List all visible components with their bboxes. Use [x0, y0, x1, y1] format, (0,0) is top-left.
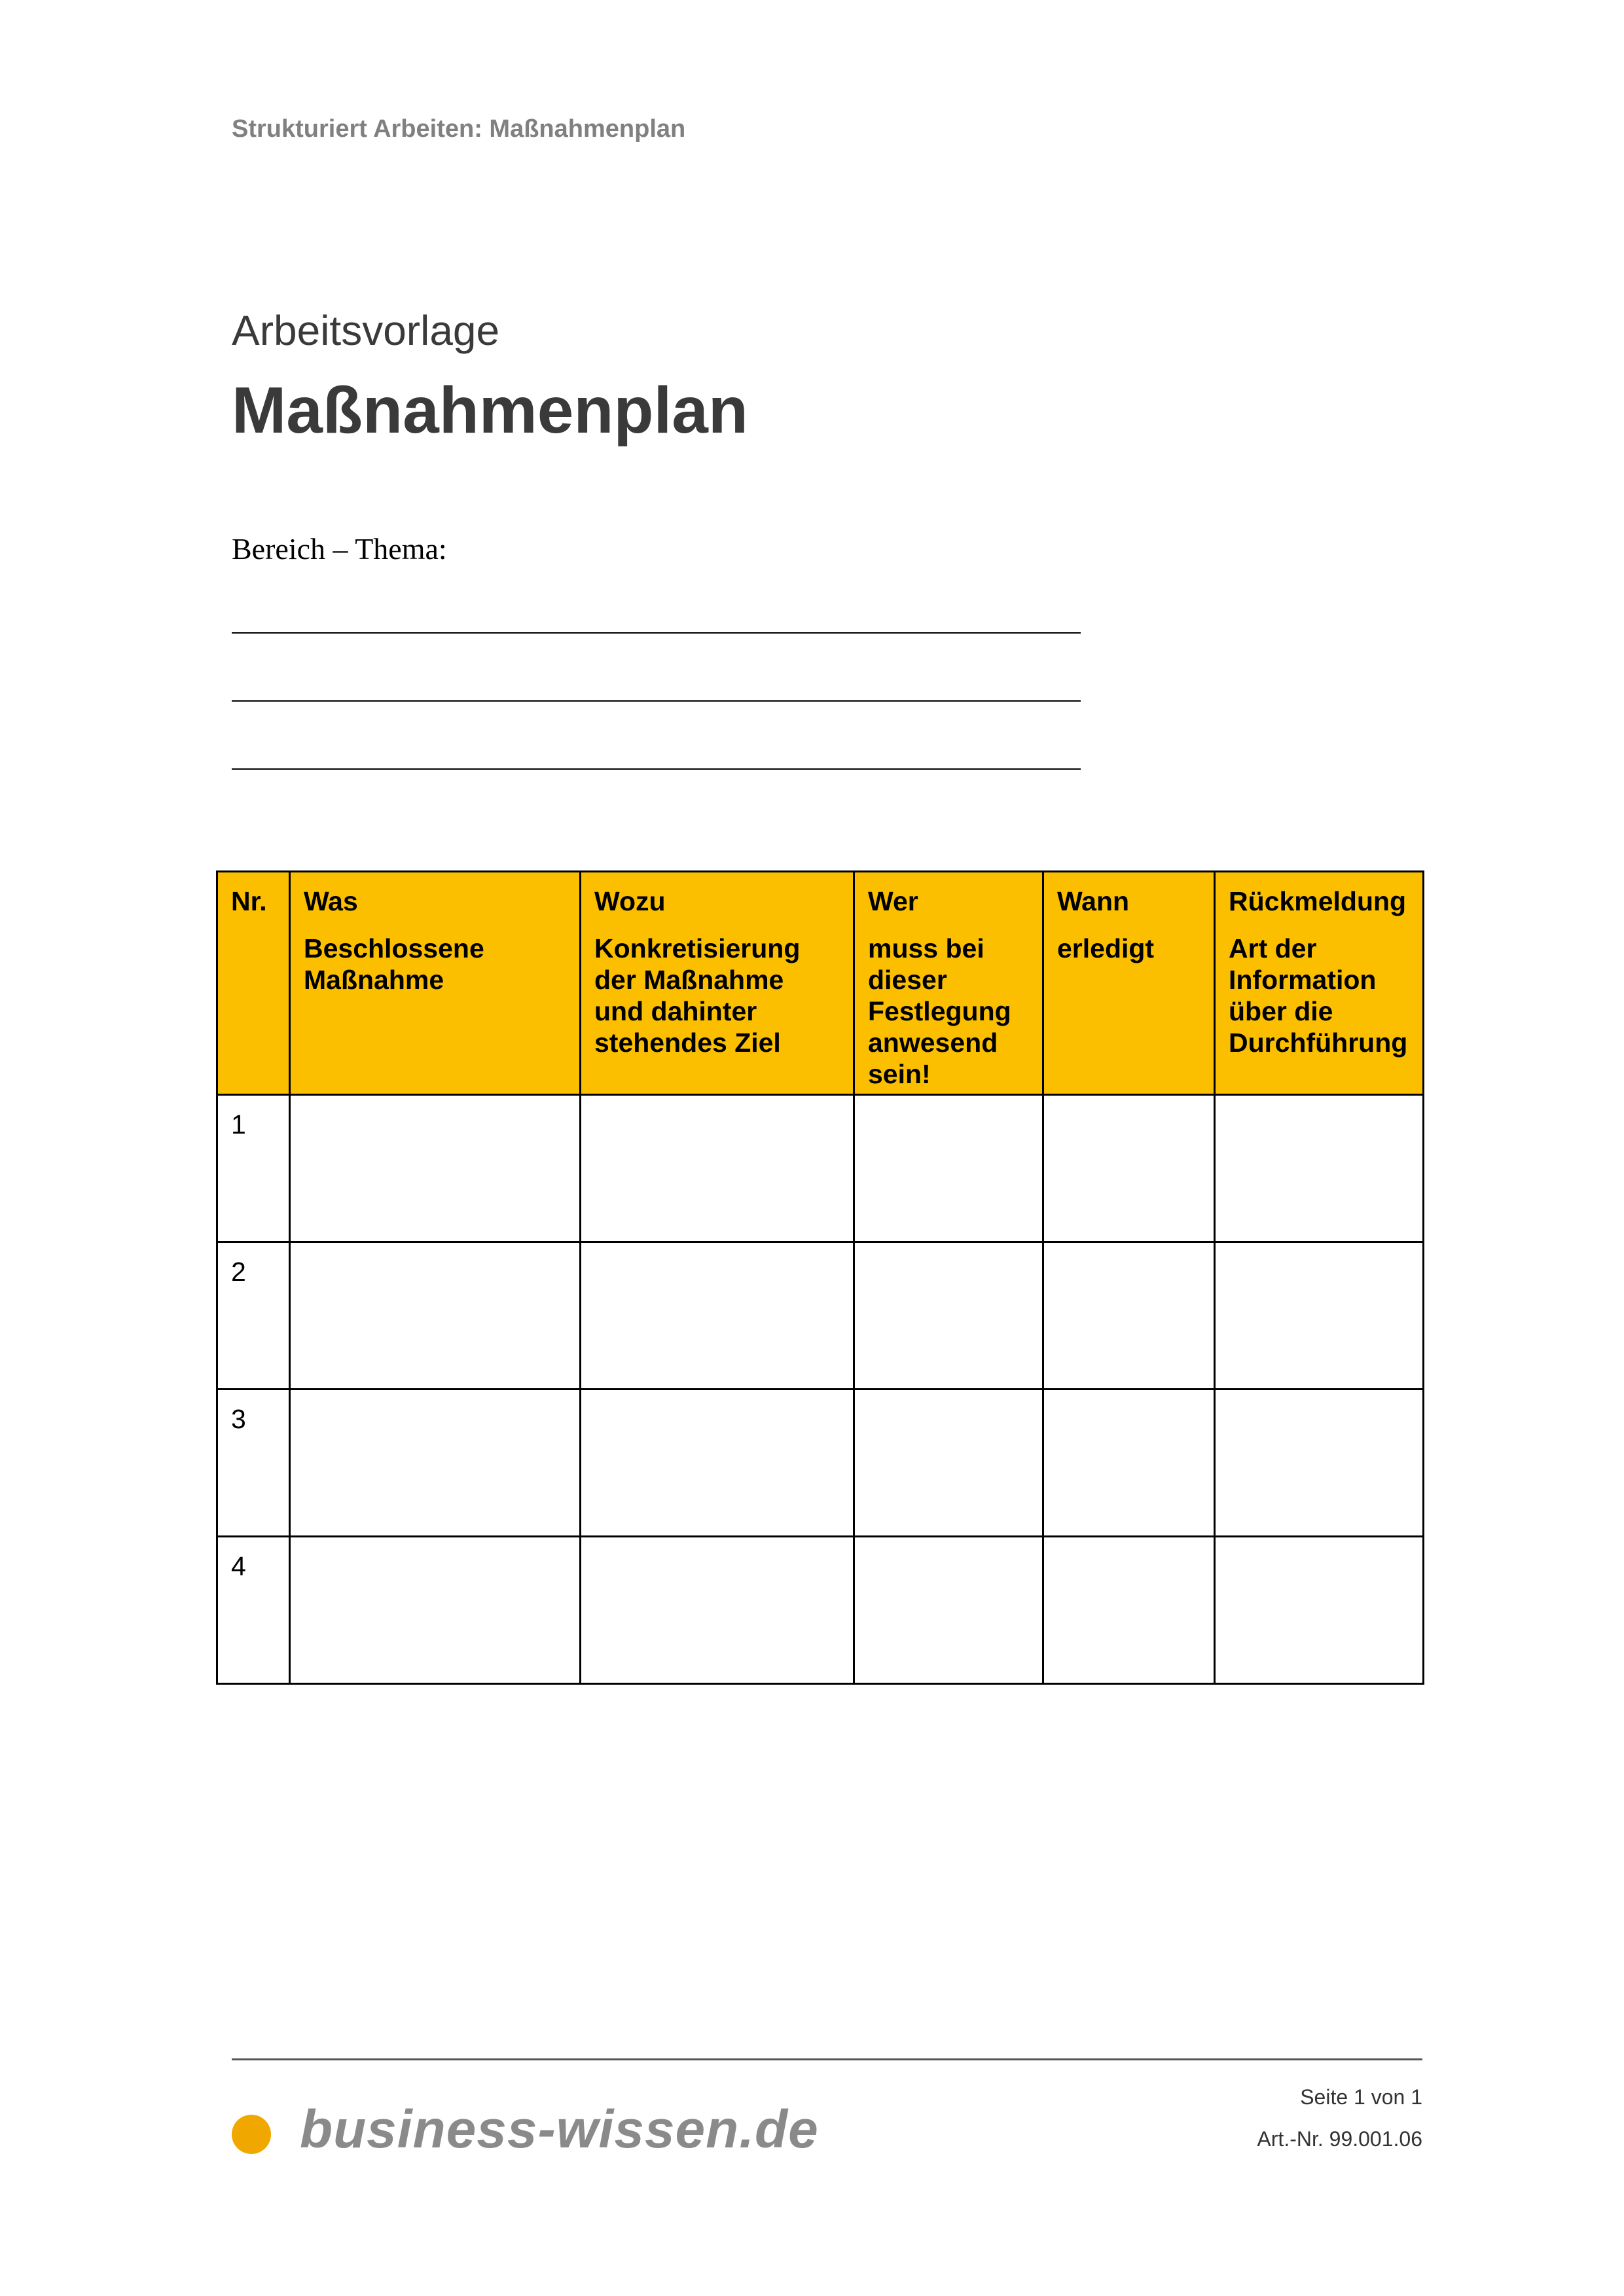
column-header-description: Art der Information über die Durchführung [1229, 933, 1408, 1058]
cell-was[interactable] [290, 1390, 581, 1537]
cell-was[interactable] [290, 1537, 581, 1684]
running-header: Strukturiert Arbeiten: Maßnahmenplan [232, 115, 686, 143]
column-header-was [290, 872, 581, 1095]
article-number: Art.-Nr. 99.001.06 [1257, 2127, 1422, 2151]
cell-was[interactable] [290, 1242, 581, 1390]
write-line-2[interactable] [232, 700, 1081, 702]
cell-wozu[interactable] [581, 1095, 854, 1242]
cell-was[interactable] [290, 1095, 581, 1242]
cell-rueckmeldung[interactable] [1215, 1242, 1424, 1390]
cell-rueckmeldung[interactable] [1215, 1095, 1424, 1242]
table-header-row [217, 872, 1424, 1095]
column-header-label: Wer [868, 886, 918, 916]
row-number-cell: 1 [217, 1095, 290, 1242]
brand-logo[interactable]: business-wissen.de [300, 2100, 819, 2159]
cell-wozu[interactable] [581, 1390, 854, 1537]
footer-divider [232, 2058, 1422, 2060]
field-label-bereich-thema: Bereich – Thema: [232, 532, 447, 565]
column-header-label: Rückmeldung [1229, 886, 1407, 916]
row-number-cell: 2 [217, 1242, 290, 1390]
column-header-label: Wozu [594, 886, 666, 916]
cell-wozu[interactable] [581, 1242, 854, 1390]
cell-wann[interactable] [1043, 1390, 1215, 1537]
column-header-description: Beschlossene Maßnahme [304, 933, 484, 995]
measures-table [216, 870, 1424, 1685]
column-header-rueckmeldung [1215, 872, 1424, 1095]
column-header-wozu [581, 872, 854, 1095]
column-header-label: Wann [1057, 886, 1130, 916]
cell-wer[interactable] [854, 1095, 1043, 1242]
column-header-description: muss bei dieser Festlegung anwesend sein! [868, 933, 1011, 1089]
table-row [217, 1242, 1424, 1390]
page-number: Seite 1 von 1 [1300, 2085, 1422, 2109]
cell-wann[interactable] [1043, 1242, 1215, 1390]
column-header-nr [217, 872, 290, 1095]
logo-dot-icon [232, 2115, 271, 2154]
table-row [217, 1095, 1424, 1242]
write-line-3[interactable] [232, 768, 1081, 770]
row-number-cell: 4 [217, 1537, 290, 1684]
cell-wann[interactable] [1043, 1537, 1215, 1684]
cell-wer[interactable] [854, 1242, 1043, 1390]
column-header-wer [854, 872, 1043, 1095]
cell-rueckmeldung[interactable] [1215, 1390, 1424, 1537]
cell-wer[interactable] [854, 1537, 1043, 1684]
page-title: Maßnahmenplan [232, 374, 748, 447]
column-header-description: erledigt [1057, 933, 1155, 963]
column-header-label: Nr. [231, 886, 267, 916]
cell-rueckmeldung[interactable] [1215, 1537, 1424, 1684]
column-header-wann [1043, 872, 1215, 1095]
cell-wann[interactable] [1043, 1095, 1215, 1242]
column-header-label: Was [304, 886, 358, 916]
cell-wozu[interactable] [581, 1537, 854, 1684]
cell-wer[interactable] [854, 1390, 1043, 1537]
table-row [217, 1390, 1424, 1537]
column-header-description: Konkretisierung der Maßnahme und dahinter stehendes Ziel [594, 933, 801, 1058]
write-line-1[interactable] [232, 632, 1081, 634]
row-number-cell: 3 [217, 1390, 290, 1537]
document-kicker: Arbeitsvorlage [232, 307, 500, 354]
table-row [217, 1537, 1424, 1684]
